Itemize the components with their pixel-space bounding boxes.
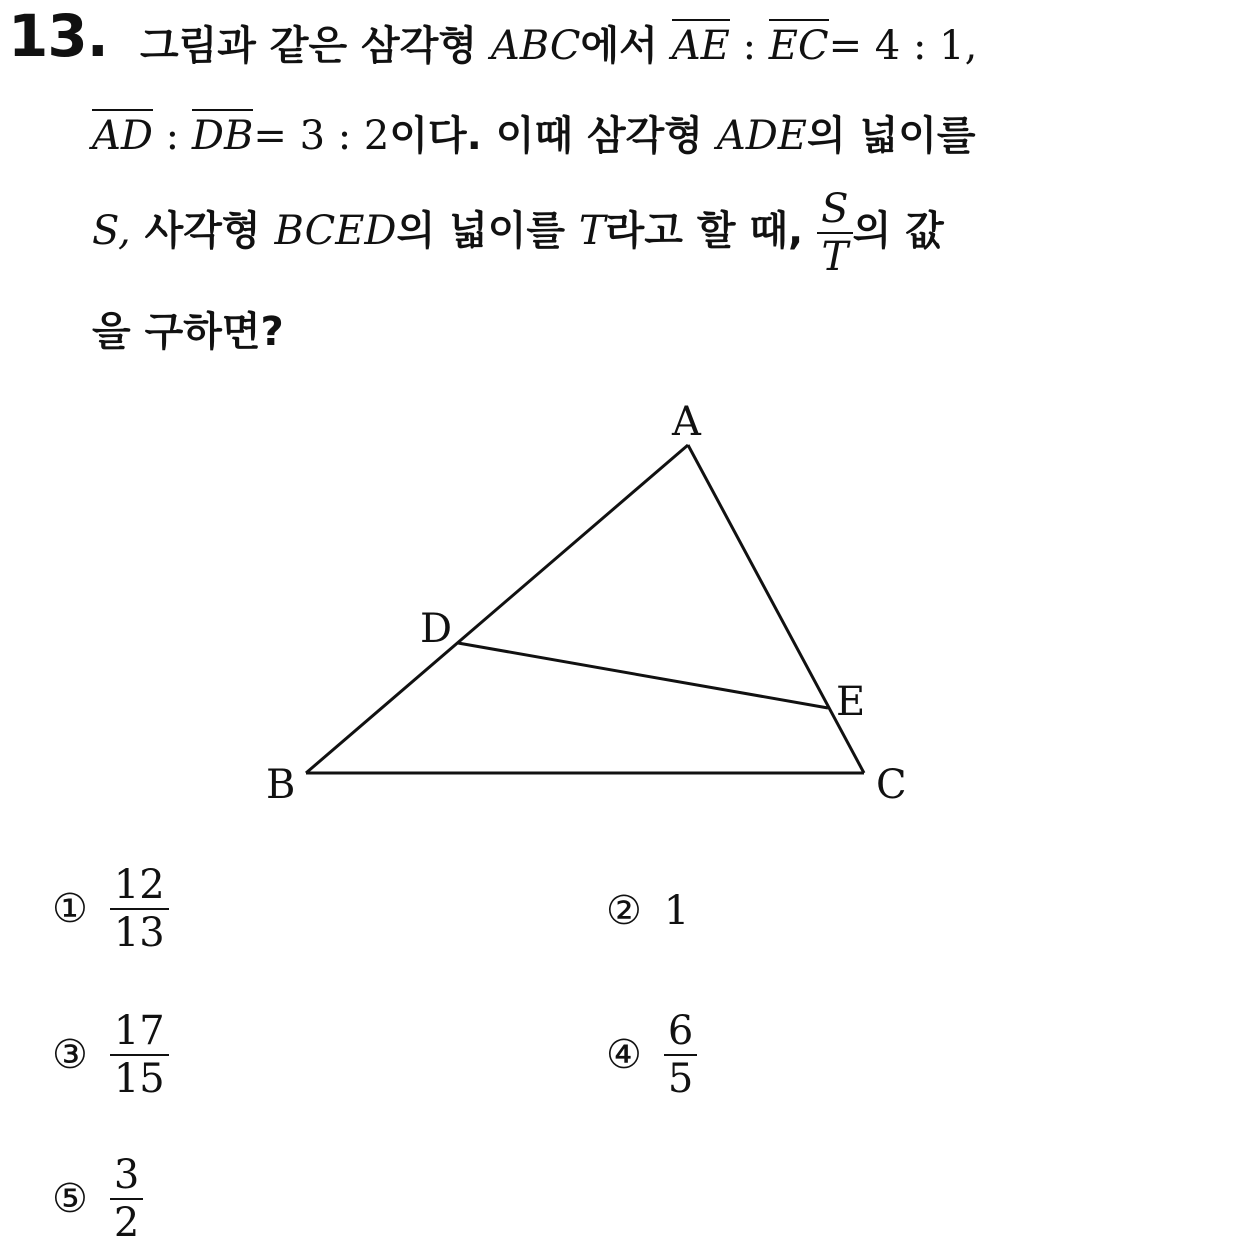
choice-2-value: 1 xyxy=(663,888,690,934)
label-e: E xyxy=(836,679,866,725)
var-abc: ABC xyxy=(490,23,581,69)
choice-5-denominator: 2 xyxy=(113,1200,140,1246)
choice-3-numerator: 17 xyxy=(110,1008,169,1056)
segment-ec: EC xyxy=(769,19,829,69)
segment-ad: AD xyxy=(92,109,153,159)
q-text-4: 의 넓이를 xyxy=(807,113,976,159)
var-bced: BCED xyxy=(274,208,397,254)
choice-3[interactable] xyxy=(52,1008,169,1102)
label-a: A xyxy=(672,399,701,445)
label-b: B xyxy=(266,762,296,808)
choice-1[interactable] xyxy=(52,862,169,956)
var-t: T xyxy=(578,208,606,254)
choice-1-denominator: 13 xyxy=(113,910,165,956)
choice-1-numerator: 12 xyxy=(110,862,169,910)
side-ab xyxy=(306,445,688,773)
q-text-7: 라고 할 때, xyxy=(605,208,818,254)
question-line-4: 을 구하면? xyxy=(92,309,284,355)
choice-5-fraction xyxy=(110,1152,143,1246)
segment-db: DB xyxy=(192,109,253,159)
choice-4-fraction xyxy=(664,1008,697,1102)
var-s: S, xyxy=(92,208,131,254)
question-number: 13. xyxy=(8,2,108,70)
choice-4-numerator: 6 xyxy=(664,1008,697,1056)
choice-2-mark: ② xyxy=(606,888,642,934)
choice-5-mark: ⑤ xyxy=(52,1176,88,1222)
q-text-1: 그림과 같은 삼각형 xyxy=(140,23,491,69)
ratio-2: = 3 : 2 xyxy=(253,113,390,159)
choice-4[interactable] xyxy=(606,1008,697,1102)
choice-3-mark: ③ xyxy=(52,1032,88,1078)
q-text-8: 의 값 xyxy=(852,208,944,254)
ratio-1: = 4 : 1, xyxy=(828,23,978,69)
var-ade: ADE xyxy=(716,113,807,159)
fraction-numerator: S xyxy=(817,186,852,234)
segment-de xyxy=(458,643,828,708)
choice-1-mark: ① xyxy=(52,886,88,932)
q-text-5: 사각형 xyxy=(130,208,275,254)
fraction-denominator: T xyxy=(821,234,849,280)
choice-3-fraction xyxy=(110,1008,169,1102)
colon-2: : xyxy=(152,113,192,159)
choice-1-fraction xyxy=(110,862,169,956)
choice-2[interactable] xyxy=(606,888,689,934)
choice-4-denominator: 5 xyxy=(667,1056,694,1102)
segment-ae: AE xyxy=(672,19,730,69)
choice-5[interactable] xyxy=(52,1152,143,1246)
q-text-6: 의 넓이를 xyxy=(396,208,579,254)
label-d: D xyxy=(420,606,453,652)
choice-3-denominator: 15 xyxy=(113,1056,165,1102)
q-text-3: 이다. 이때 삼각형 xyxy=(389,113,717,159)
choice-4-mark: ④ xyxy=(606,1032,642,1078)
colon-1: : xyxy=(729,23,769,69)
label-c: C xyxy=(876,762,907,808)
choice-5-numerator: 3 xyxy=(110,1152,143,1200)
q-text-2: 에서 xyxy=(580,23,672,69)
